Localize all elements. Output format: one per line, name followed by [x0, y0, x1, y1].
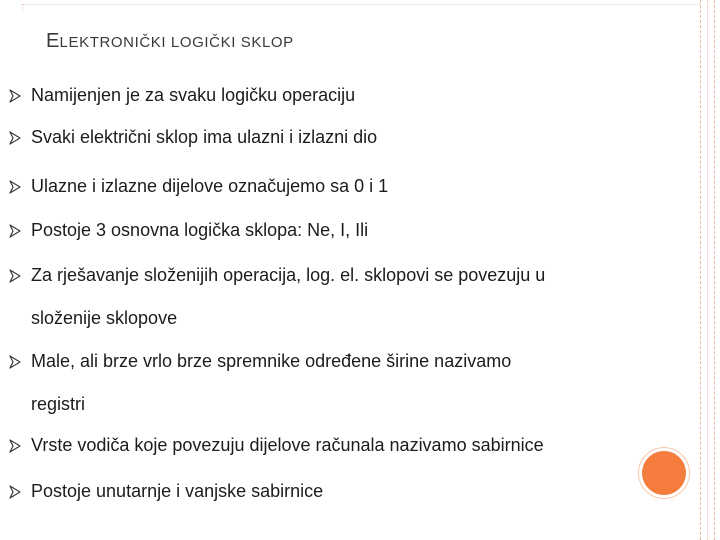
arrow-bullet-icon: [8, 485, 22, 499]
arrow-bullet-icon: [8, 269, 22, 283]
title-initial: E: [46, 30, 60, 52]
bullet-text: Postoje unutarnje i vanjske sabirnice: [31, 481, 324, 501]
arrow-bullet-icon: [8, 89, 22, 103]
arrow-bullet-icon: [8, 355, 22, 369]
bullet-text-line: registri: [31, 394, 86, 414]
bullet-text: Vrste vodiča koje povezuju dijelove računala nazivamo sabirnice: [31, 435, 544, 455]
bullet-text: Namijenjen je za svaku logičku operaciju: [31, 85, 356, 105]
arrow-bullet-icon: [8, 180, 22, 194]
bullet-text-line: Za rješavanje složenijih operacija, log. el. sklopovi se povezuju u: [31, 265, 546, 285]
arrow-bullet-icon: [8, 131, 22, 145]
bullet-text: Svaki električni sklop ima ulazni i izlazni dio: [31, 127, 378, 147]
arrow-bullet-icon: [8, 439, 22, 453]
bullet-text-line: složenije sklopove: [31, 308, 178, 328]
bullet-text: Ulazne i izlazne dijelove označujemo sa 0 i 1: [31, 176, 389, 196]
arrow-bullet-icon: [8, 224, 22, 238]
bullet-text: Postoje 3 osnovna logička sklopa: Ne, I, Ili: [31, 220, 369, 240]
bullet-text-line: Male, ali brze vrlo brze spremnike određene širine nazivamo: [31, 351, 512, 371]
title-rest: LEKTRONIČKI LOGIČKI SKLOP: [59, 34, 294, 51]
